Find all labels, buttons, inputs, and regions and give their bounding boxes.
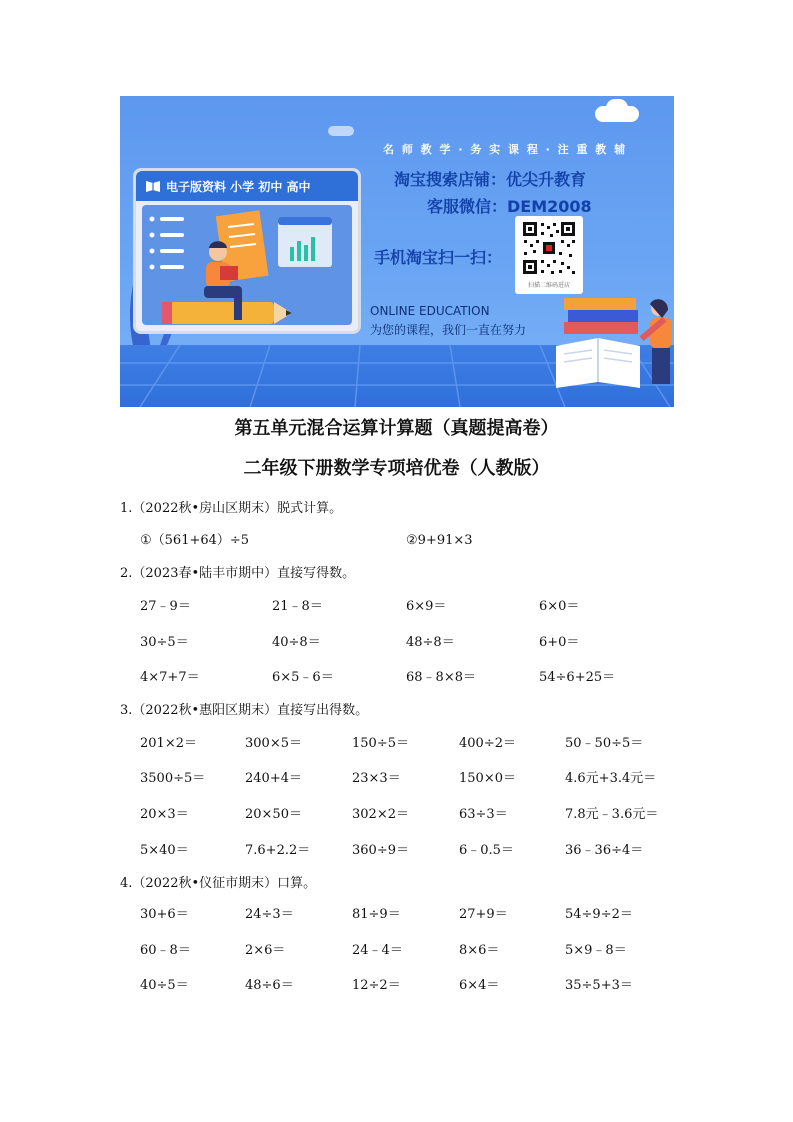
question-2-item: 6×0＝ <box>539 599 580 614</box>
online-education-label: ONLINE EDUCATION <box>370 304 490 318</box>
book-icon <box>145 179 161 193</box>
question-1-heading: 1.（2022秋•房山区期末）脱式计算。 <box>120 501 343 516</box>
cloud-decoration <box>606 99 628 117</box>
banner <box>120 96 674 407</box>
question-4-item: 81÷9＝ <box>352 907 401 922</box>
online-education-slogan: 为您的课程，我们一直在努力 <box>370 323 527 337</box>
question-3-item: 150×0＝ <box>459 771 516 786</box>
question-3-item: 240+4＝ <box>245 771 302 786</box>
question-3-item: 6﹣0.5＝ <box>459 843 514 858</box>
question-3-item: 400÷2＝ <box>459 736 516 751</box>
question-3-item: 20×3＝ <box>140 807 189 822</box>
banner-scan-text: 手机淘宝扫一扫： <box>374 248 503 267</box>
question-3-item: 4.6元+3.4元＝ <box>565 771 657 786</box>
question-3-item: 63÷3＝ <box>459 807 508 822</box>
question-2-item: 54÷6+25＝ <box>539 670 616 685</box>
question-3-item: 201×2＝ <box>140 736 197 751</box>
question-2-item: 48÷8＝ <box>406 635 455 650</box>
banner-shop-name: 淘宝搜索店铺：优尖升教育 <box>394 170 587 189</box>
question-4-item: 12÷2＝ <box>352 978 401 993</box>
question-2-item: 4×7+7＝ <box>140 670 200 685</box>
page-title: 第五单元混合运算计算题（真题提高卷） <box>234 418 559 439</box>
screen-header <box>136 171 358 201</box>
question-3-item: 360÷9＝ <box>352 843 409 858</box>
question-4-item: 24﹣4＝ <box>352 943 403 958</box>
question-3-item: 302×2＝ <box>352 807 409 822</box>
question-2-item: 6×9＝ <box>406 599 447 614</box>
question-4-item: 48÷6＝ <box>245 978 294 993</box>
banner-slogan: 名 师 教 学 · 务 实 课 程 · 注 重 教 辅 <box>383 143 628 156</box>
question-2-item: 21﹣8＝ <box>272 599 323 614</box>
question-2-item: 6×5﹣6＝ <box>272 670 334 685</box>
question-3-item: 7.6+2.2＝ <box>245 843 311 858</box>
qr-code[interactable] <box>515 216 583 294</box>
question-3-item: 50﹣50÷5＝ <box>565 736 644 751</box>
question-3-heading: 3.（2022秋•惠阳区期末）直接写出得数。 <box>120 703 369 718</box>
question-4-heading: 4.（2022秋•仪征市期末）口算。 <box>120 876 317 891</box>
question-4-item: 6×4＝ <box>459 978 500 993</box>
question-2-item: 68﹣8×8＝ <box>406 670 476 685</box>
question-4-item: 8×6＝ <box>459 943 500 958</box>
question-4-item: 54÷9÷2＝ <box>565 907 633 922</box>
question-2-item: 40÷8＝ <box>272 635 321 650</box>
question-2-item: 6+0＝ <box>539 635 580 650</box>
question-4-item: 60﹣8＝ <box>140 943 191 958</box>
question-3-item: 300×5＝ <box>245 736 302 751</box>
question-3-item: 3500÷5＝ <box>140 771 206 786</box>
question-4-item: 30+6＝ <box>140 907 189 922</box>
cloud-decoration <box>328 126 354 136</box>
question-2-item: 30÷5＝ <box>140 635 189 650</box>
question-3-item: 7.8元﹣3.6元＝ <box>565 807 659 822</box>
question-1-item: ①（561+64）÷5 <box>140 533 250 548</box>
question-4-item: 27+9＝ <box>459 907 508 922</box>
screen-title: 电子版资料 小学 初中 高中 <box>166 180 311 194</box>
question-2-heading: 2.（2023春•陆丰市期中）直接写得数。 <box>120 566 356 581</box>
question-3-item: 20×50＝ <box>245 807 302 822</box>
qr-code-icon <box>521 220 577 276</box>
books-illustration <box>554 296 674 406</box>
student-reading-illustration <box>160 236 300 336</box>
question-4-item: 35÷5+3＝ <box>565 978 633 993</box>
question-4-item: 5×9﹣8＝ <box>565 943 627 958</box>
question-3-item: 23×3＝ <box>352 771 401 786</box>
question-3-item: 150÷5＝ <box>352 736 409 751</box>
question-1-item: ②9+91×3 <box>406 533 473 548</box>
question-3-item: 5×40＝ <box>140 843 189 858</box>
question-4-item: 24÷3＝ <box>245 907 294 922</box>
question-4-item: 2×6＝ <box>245 943 286 958</box>
question-4-item: 40÷5＝ <box>140 978 189 993</box>
question-3-item: 36﹣36÷4＝ <box>565 843 644 858</box>
page-subtitle: 二年级下册数学专项培优卷（人教版） <box>243 458 550 479</box>
question-2-item: 27﹣9＝ <box>140 599 191 614</box>
banner-wechat: 客服微信：DEM2008 <box>427 197 592 216</box>
qr-caption: 扫描二维码进店 <box>527 282 570 289</box>
